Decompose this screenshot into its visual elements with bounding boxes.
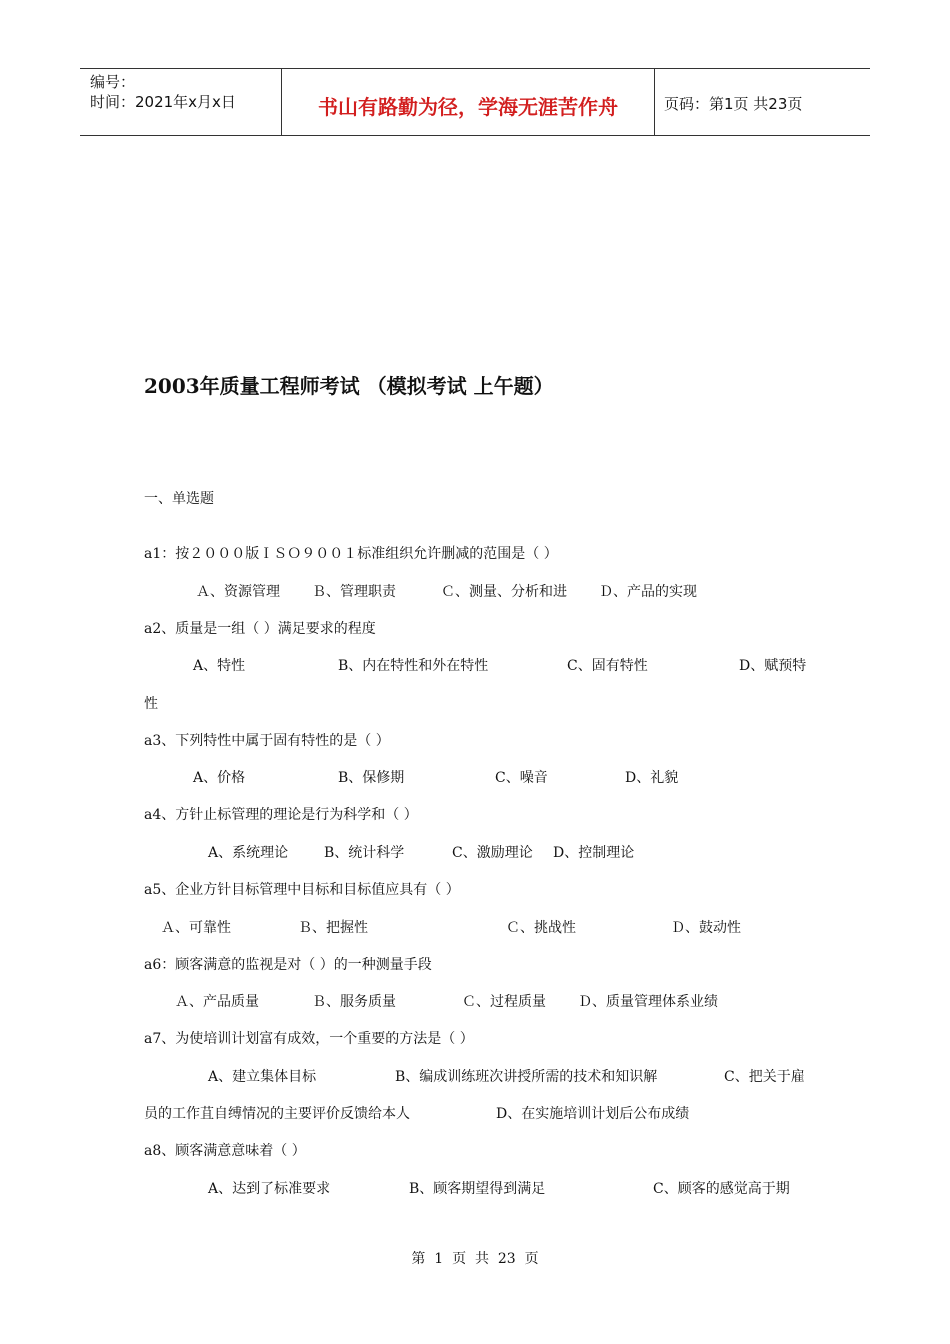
q8-option-c: C、顾客的感觉高于期 — [653, 1181, 790, 1197]
page-footer: 第 1 页 共 23 页 — [411, 1251, 539, 1267]
page-title: 2003年质量工程师考试 （模拟考试 上午题） — [144, 374, 554, 398]
q2-option-c: C、固有特性 — [567, 658, 648, 674]
q2-option-b: B、内在特性和外在特性 — [338, 658, 489, 674]
q7-option-c: C、把关于雇 — [724, 1069, 805, 1085]
q7-option-d: D、在实施培训计划后公布成绩 — [496, 1106, 690, 1122]
question-3: a3、下列特性中属于固有特性的是（ ） — [144, 733, 390, 749]
header-page-code: 页码：第1页 共23页 — [664, 95, 803, 113]
q1-option-d: Ｄ、产品的实现 — [599, 584, 697, 600]
header-bottom-rule — [80, 135, 870, 136]
q6-option-a: Ａ、产品质量 — [175, 994, 259, 1010]
q6-option-d: Ｄ、质量管理体系业绩 — [578, 994, 718, 1010]
q5-option-d: Ｄ、鼓动性 — [671, 920, 741, 936]
q3-option-b: B、保修期 — [338, 770, 405, 786]
question-2: a2、质量是一组（ ）满足要求的程度 — [144, 621, 376, 637]
q4-option-c: C、激励理论 — [452, 845, 533, 861]
q2-option-d-continued: 性 — [144, 696, 158, 712]
q5-option-a: Ａ、可靠性 — [161, 920, 231, 936]
header-divider-right — [654, 68, 655, 136]
q1-option-b: Ｂ、管理职责 — [312, 584, 396, 600]
q3-option-a: A、价格 — [193, 770, 246, 786]
number-label: 编号： — [90, 73, 136, 91]
q2-option-d: D、赋预特 — [739, 658, 807, 674]
q1-option-c: Ｃ、测量、分析和进 — [441, 584, 567, 600]
q8-option-a: A、达到了标准要求 — [208, 1181, 331, 1197]
q2-option-a: A、特性 — [193, 658, 246, 674]
q4-option-a: A、系统理论 — [208, 845, 289, 861]
q7-option-a: A、建立集体目标 — [208, 1069, 317, 1085]
question-5: a5、企业方针目标管理中目标和目标值应具有（ ） — [144, 882, 460, 898]
question-6: a6：顾客满意的监视是对（ ）的一种测量手段 — [144, 957, 432, 973]
q7-option-c-continued: 员的工作苴自缚情况的主要评价反馈给本人 — [144, 1106, 410, 1122]
q3-option-c: C、噪音 — [495, 770, 548, 786]
question-4: a4、方针止标管理的理论是行为科学和（ ） — [144, 807, 418, 823]
q7-option-b: B、编成训练班次讲授所需的技术和知识解 — [395, 1069, 658, 1085]
q4-option-b: B、统计科学 — [324, 845, 405, 861]
header-info — [90, 72, 236, 112]
question-8: a8、顾客满意意味着（ ） — [144, 1143, 306, 1159]
q6-option-c: Ｃ、过程质量 — [462, 994, 546, 1010]
q1-option-a: Ａ、资源管理 — [196, 584, 280, 600]
q5-option-b: Ｂ、把握性 — [298, 920, 368, 936]
q3-option-d: D、礼貌 — [625, 770, 679, 786]
header-motto: 书山有路勤为径，学海无涯苦作舟 — [318, 95, 618, 119]
q8-option-b: B、顾客期望得到满足 — [409, 1181, 546, 1197]
q4-option-d: D、控制理论 — [553, 845, 635, 861]
q6-option-b: Ｂ、服务质量 — [312, 994, 396, 1010]
q5-option-c: Ｃ、挑战性 — [506, 920, 576, 936]
time-label: 时间：2021年x月x日 — [90, 93, 236, 111]
question-1: a1：按２０００版ＩＳＯ９００１标准组织允许删减的范围是（ ） — [144, 546, 558, 562]
header-top-rule — [80, 68, 870, 69]
section-heading: 一、单选题 — [144, 491, 214, 507]
question-7: a7、为使培训计划富有成效，一个重要的方法是（ ） — [144, 1031, 474, 1047]
